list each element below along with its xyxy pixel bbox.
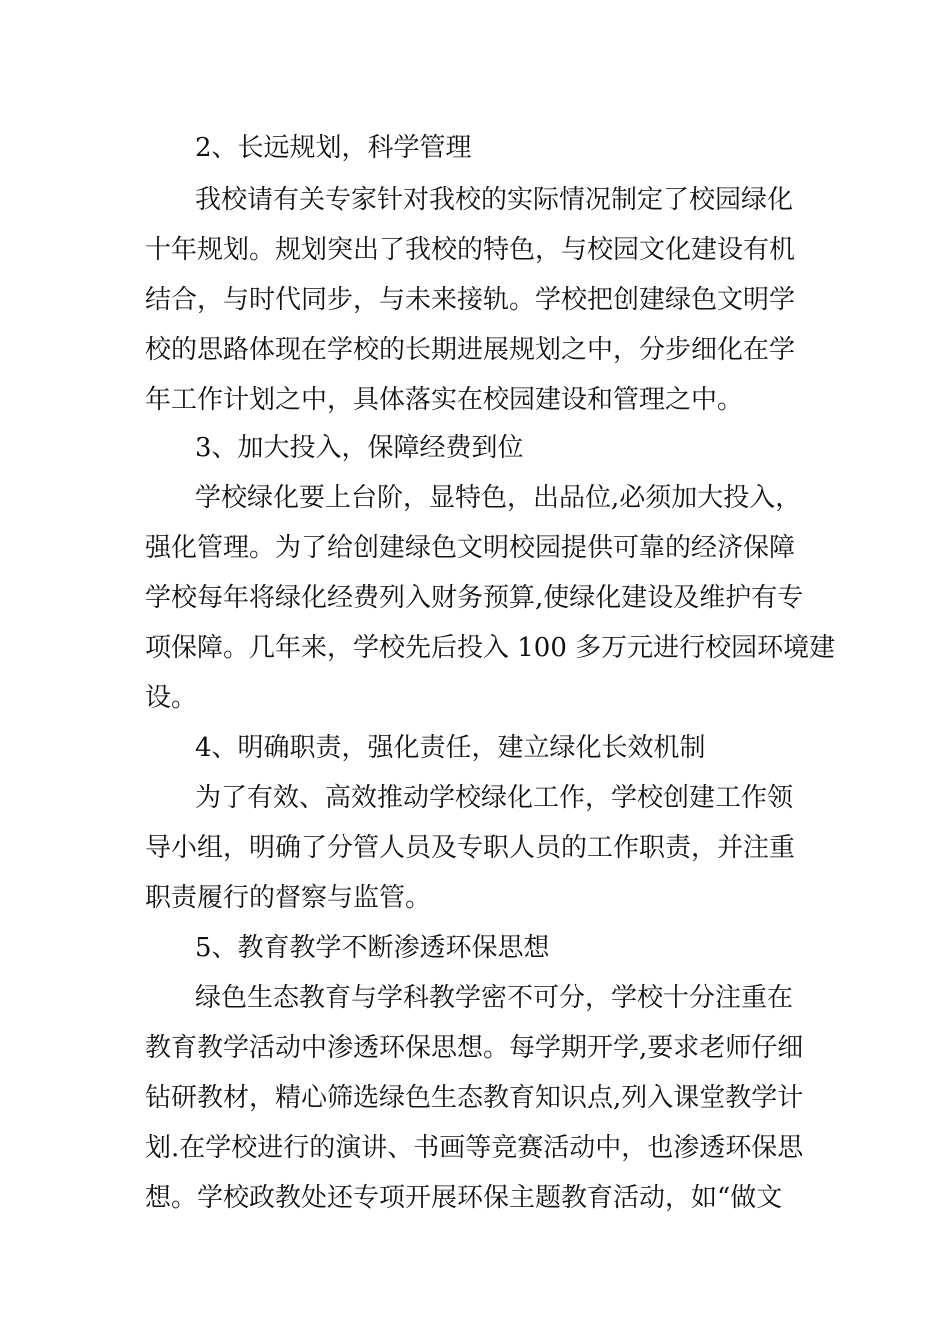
- paragraph-line: 想。学校政教处还专项开展环保主题教育活动，如“做文: [145, 1183, 783, 1213]
- paragraph-line: 绿色生态教育与学科教学密不可分，学校十分注重在: [195, 983, 794, 1013]
- paragraph-line: 十年规划。规划突出了我校的特色，与校园文化建设有机: [145, 235, 796, 265]
- paragraph-line: 导小组，明确了分管人员及专职人员的工作职责，并注重: [145, 833, 796, 863]
- paragraph-line: 钻研教材，精心筛选绿色生态教育知识点,列入课堂教学计: [145, 1083, 804, 1113]
- paragraph-line: 年工作计划之中，具体落实在校园建设和管理之中。: [145, 385, 744, 415]
- heading-3: 3、加大投入，保障经费到位: [195, 433, 524, 463]
- paragraph-line: 为了有效、高效推动学校绿化工作，学校创建工作领: [195, 783, 794, 813]
- paragraph-line: 结合，与时代同步，与未来接轨。学校把创建绿色文明学: [145, 285, 796, 315]
- heading-2: 2、长远规划，科学管理: [195, 133, 472, 163]
- paragraph-line: 我校请有关专家针对我校的实际情况制定了校园绿化: [195, 185, 794, 215]
- paragraph-line: 划.在学校进行的演讲、书画等竞赛活动中，也渗透环保思: [145, 1133, 804, 1163]
- paragraph-line: 教育教学活动中渗透环保思想。每学期开学,要求老师仔细: [145, 1033, 804, 1063]
- heading-5: 5、教育教学不断渗透环保思想: [195, 933, 550, 963]
- paragraph-line: 学校绿化要上台阶，显特色，出品位,必须加大投入，: [195, 483, 802, 513]
- paragraph-line: 强化管理。为了给创建绿色文明校园提供可靠的经济保障: [145, 533, 796, 563]
- heading-4: 4、明确职责，强化责任，建立绿化长效机制: [195, 733, 706, 763]
- paragraph-line: 项保障。几年来，学校先后投入 100 多万元进行校园环境建: [145, 633, 836, 663]
- paragraph-line: 校的思路体现在学校的长期进展规划之中，分步细化在学: [145, 335, 796, 365]
- paragraph-line: 职责履行的督察与监管。: [145, 883, 432, 913]
- paragraph-line: 设。: [145, 683, 198, 713]
- paragraph-line: 学校每年将绿化经费列入财务预算,使绿化建设及维护有专: [145, 583, 804, 613]
